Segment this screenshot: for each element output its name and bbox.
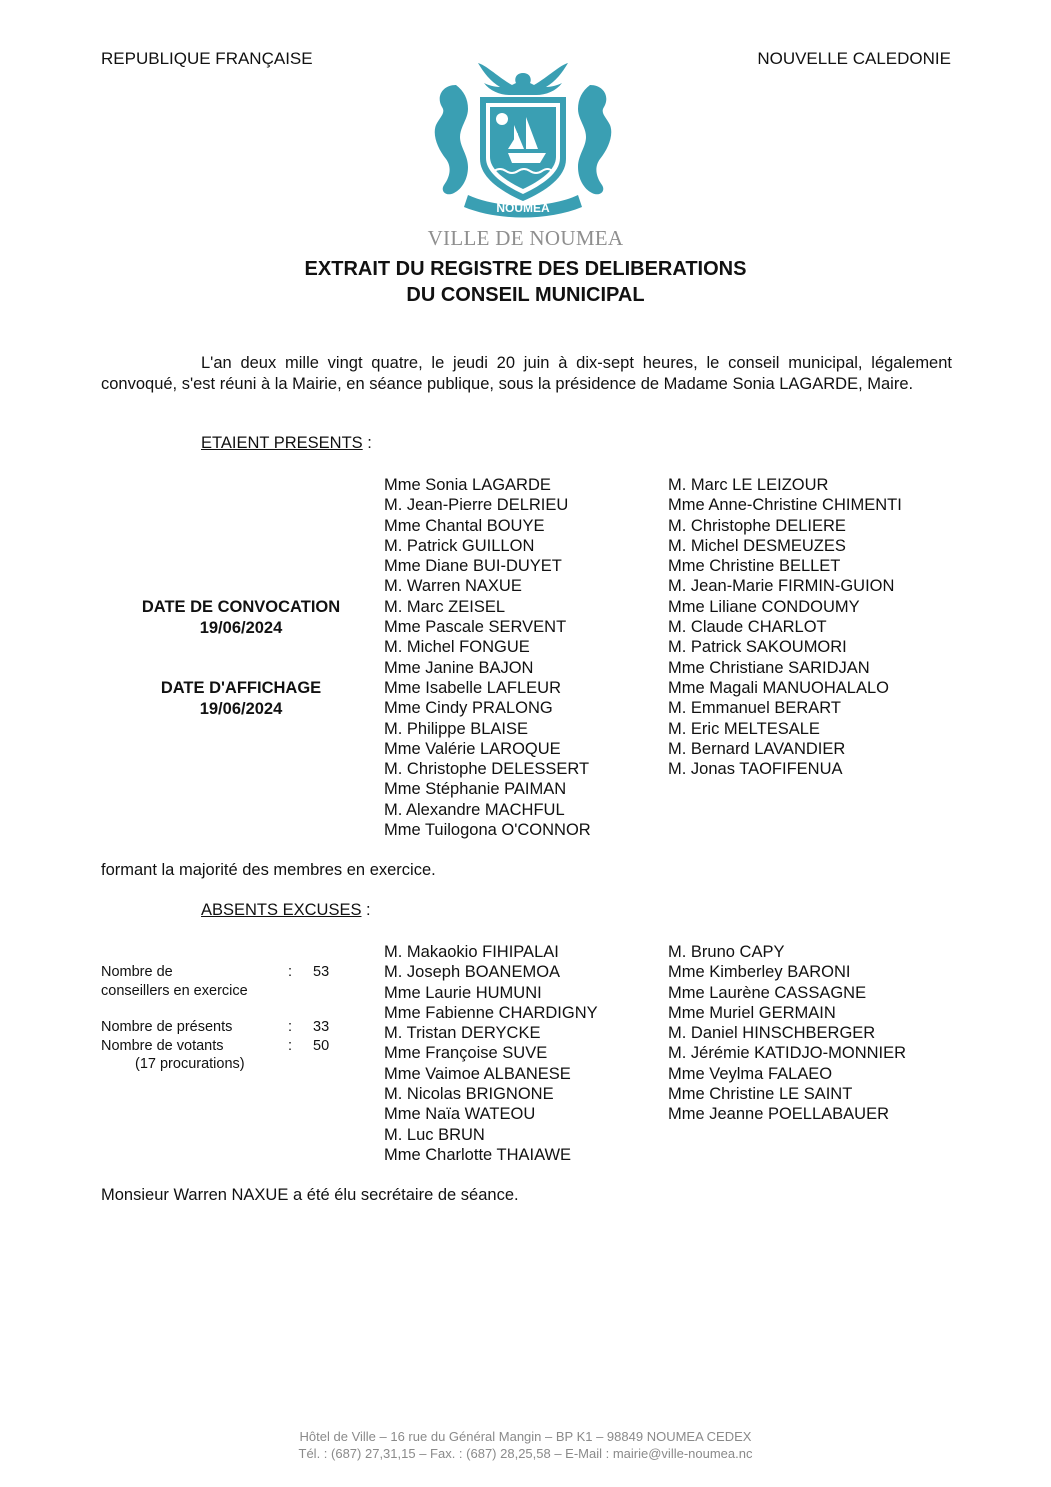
- list-item: Mme Stéphanie PAIMAN: [384, 780, 567, 799]
- stat-presents-value: 33: [313, 1019, 330, 1035]
- affichage-date-value: 19/06/2024: [199, 700, 283, 718]
- stat-votants-value: 50: [313, 1037, 330, 1054]
- stat-procurations-row: [101, 1055, 248, 1074]
- list-item: M. Warren NAXUE: [384, 577, 522, 596]
- list-item: M. Philippe BLAISE: [384, 719, 528, 738]
- list-item: M. Daniel HINSCHBERGER: [668, 1024, 876, 1043]
- footer-address: Hôtel de Ville – 16 rue du Général Mangin – BP K1 – 98849 NOUMEA CEDEX: [299, 1429, 752, 1444]
- presents-heading: [201, 434, 372, 453]
- list-item: M. Bernard LAVANDIER: [668, 739, 846, 758]
- list-item: M. Alexandre MACHFUL: [384, 800, 565, 819]
- list-item: M. Patrick GUILLON: [384, 536, 535, 555]
- presents-column-2: [668, 475, 902, 779]
- document-title-line-1: EXTRAIT DU REGISTRE DES DELIBERATIONS: [304, 258, 747, 280]
- stat-presents-row: [101, 1018, 330, 1037]
- stat-exercice-label: Nombre de: [101, 964, 173, 980]
- list-item: M. Luc BRUN: [384, 1125, 485, 1144]
- presents-column-1: [384, 475, 591, 840]
- list-item: Mme Charlotte THAIAWE: [384, 1145, 572, 1164]
- header-territory: NOUVELLE CALEDONIE: [757, 49, 951, 68]
- stat-exercice-row-2: [101, 982, 248, 1001]
- stat-votants-row: [101, 1037, 330, 1056]
- list-item: M. Marc LE LEIZOUR: [668, 476, 829, 494]
- list-item: Mme Tuilogona O'CONNOR: [384, 821, 591, 840]
- list-item: Mme Liliane CONDOUMY: [668, 597, 860, 616]
- list-item: M. Jonas TAOFIFENUA: [668, 760, 843, 779]
- stat-votants-label: Nombre de votants: [101, 1037, 224, 1054]
- city-caption: VILLE DE NOUMEA: [427, 226, 624, 250]
- list-item: M. Michel FONGUE: [384, 638, 530, 657]
- header-republique: REPUBLIQUE FRANÇAISE: [101, 49, 313, 68]
- list-item: Mme Magali MANUOHALALO: [668, 678, 889, 697]
- document-title-line-2: DU CONSEIL MUNICIPAL: [406, 284, 645, 306]
- list-item: M. Joseph BOANEMOA: [384, 963, 561, 982]
- affichage-date-block: [121, 678, 361, 720]
- stat-exercice-value: 53: [313, 964, 330, 980]
- list-item: M. Tristan DERYCKE: [384, 1024, 541, 1043]
- stat-exercice-label-2: conseillers en exercice: [101, 982, 248, 999]
- presents-heading-colon: :: [362, 434, 372, 452]
- list-item: M. Jean-Marie FIRMIN-GUION: [668, 577, 895, 596]
- list-item: Mme Laurène CASSAGNE: [668, 983, 867, 1002]
- list-item: Mme Jeanne POELLABAUER: [668, 1105, 890, 1124]
- list-item: M. Christophe DELIERE: [668, 516, 846, 535]
- affichage-date-label: DATE D'AFFICHAGE: [160, 679, 322, 697]
- absents-heading-label: ABSENTS EXCUSES: [201, 901, 362, 919]
- noumea-crest-logo: [428, 55, 618, 225]
- list-item: M. Bruno CAPY: [668, 943, 785, 961]
- list-item: M. Jean-Pierre DELRIEU: [384, 496, 569, 515]
- convocation-date-label: DATE DE CONVOCATION: [141, 598, 341, 616]
- list-item: Mme Janine BAJON: [384, 658, 534, 677]
- list-item: Mme Cindy PRALONG: [384, 699, 553, 718]
- list-item: Mme Pascale SERVENT: [384, 618, 567, 637]
- stat-exercice-row: [101, 963, 330, 982]
- list-item: Mme Vaimoe ALBANESE: [384, 1064, 571, 1083]
- list-item: Mme Naïa WATEOU: [384, 1105, 536, 1124]
- absents-heading: [201, 901, 371, 920]
- list-item: Mme Kimberley BARONI: [668, 963, 851, 982]
- list-item: Mme Christiane SARIDJAN: [668, 658, 870, 677]
- stat-colon: :: [288, 1037, 293, 1054]
- list-item: Mme Muriel GERMAIN: [668, 1003, 836, 1022]
- list-item: Mme Françoise SUVE: [384, 1044, 548, 1063]
- list-item: M. Emmanuel BERART: [668, 699, 841, 718]
- convocation-date-value: 19/06/2024: [199, 619, 283, 637]
- list-item: Mme Christine LE SAINT: [668, 1085, 853, 1104]
- intro-paragraph: L'an deux mille vingt quatre, le jeudi 20 juin à dix-sept heures, le conseil municipal, légalement convoqué, s'est réuni à la Mairie, en séance publique, sous la présidence de Madame Sonia LAGARDE, Maire.: [101, 354, 952, 393]
- list-item: Mme Anne-Christine CHIMENTI: [668, 496, 902, 515]
- list-item: Mme Veylma FALAEO: [668, 1064, 833, 1083]
- stat-procurations: (17 procurations): [135, 1056, 245, 1072]
- list-item: M. Jérémie KATIDJO-MONNIER: [668, 1044, 907, 1063]
- list-item: M. Claude CHARLOT: [668, 618, 827, 637]
- stat-presents-label: Nombre de présents: [101, 1019, 233, 1035]
- list-item: M. Makaokio FIHIPALAI: [384, 943, 559, 961]
- convocation-date-block: [121, 597, 361, 639]
- list-item: M. Marc ZEISEL: [384, 597, 506, 616]
- absents-heading-colon: :: [361, 901, 371, 919]
- crest-banner-text: NOUMEA: [496, 201, 550, 215]
- list-item: Mme Fabienne CHARDIGNY: [384, 1003, 598, 1022]
- list-item: M. Patrick SAKOUMORI: [668, 638, 847, 657]
- list-item: Mme Isabelle LAFLEUR: [384, 678, 561, 697]
- list-item: M. Eric MELTESALE: [668, 719, 820, 738]
- council-stats: [101, 963, 330, 1074]
- list-item: Mme Christine BELLET: [668, 557, 841, 576]
- majority-statement: formant la majorité des membres en exercice.: [101, 861, 436, 879]
- stat-colon: :: [288, 964, 293, 980]
- list-item: M. Christophe DELESSERT: [384, 760, 590, 779]
- absents-column-1: [384, 942, 598, 1165]
- list-item: Mme Sonia LAGARDE: [384, 476, 551, 494]
- list-item: Mme Valérie LAROQUE: [384, 739, 561, 758]
- list-item: Mme Laurie HUMUNI: [384, 983, 542, 1002]
- stat-colon: :: [288, 1019, 293, 1035]
- list-item: M. Michel DESMEUZES: [668, 536, 846, 555]
- list-item: Mme Diane BUI-DUYET: [384, 557, 562, 576]
- list-item: Mme Chantal BOUYE: [384, 516, 545, 535]
- footer-contact: Tél. : (687) 27,31,15 – Fax. : (687) 28,25,58 – E-Mail : mairie@ville-noumea.nc: [298, 1446, 753, 1461]
- list-item: M. Nicolas BRIGNONE: [384, 1085, 554, 1104]
- absents-column-2: [668, 942, 906, 1125]
- secretary-statement: Monsieur Warren NAXUE a été élu secrétaire de séance.: [101, 1186, 519, 1204]
- presents-heading-label: ETAIENT PRESENTS: [201, 434, 363, 452]
